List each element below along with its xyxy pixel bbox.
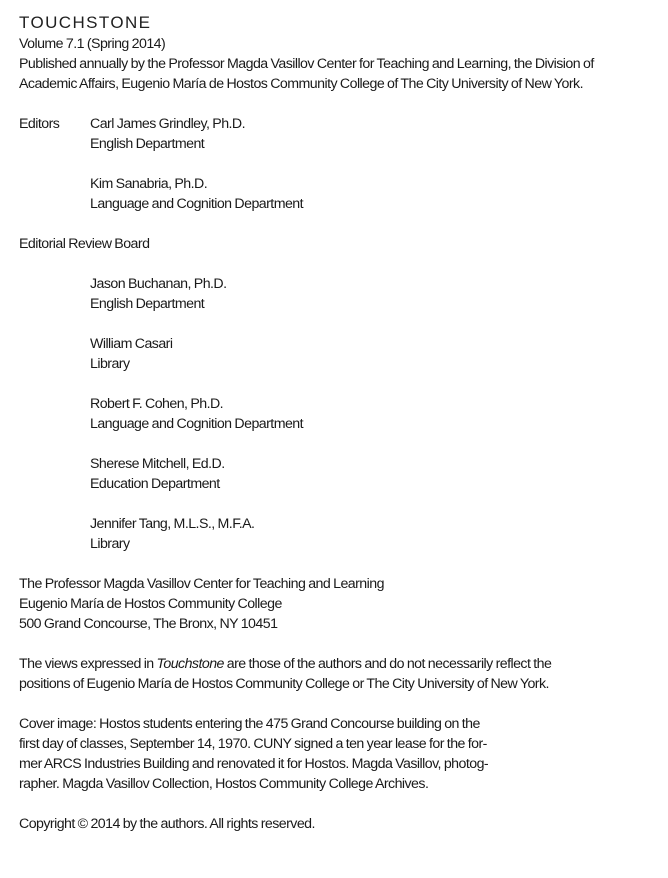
publisher-line: Academic Affairs, Eugenio María de Hostos Community College of The City University of New York. — [19, 76, 583, 92]
board-member-entry — [90, 274, 659, 314]
person-name: Kim Sanabria, Ph.D. — [90, 176, 208, 192]
credits-page — [19, 12, 659, 834]
disclaimer — [19, 654, 659, 694]
cover-credit-line: Cover image: Hostos students entering the 475 Grand Concourse building on the — [19, 716, 480, 732]
review-board-section — [19, 234, 659, 554]
editor-entry — [90, 174, 303, 214]
person-department: Education Department — [90, 476, 220, 492]
masthead — [19, 12, 659, 94]
board-member-entry — [90, 454, 659, 494]
person-name: Robert F. Cohen, Ph.D. — [90, 396, 224, 412]
cover-credit-line: mer ARCS Industries Building and renovated it for Hostos. Magda Vasillov, photog- — [19, 756, 489, 772]
copyright-notice — [19, 814, 659, 834]
person-name: Sherese Mitchell, Ed.D. — [90, 456, 225, 472]
disclaimer-line: positions of Eugenio María de Hostos Community College or The City University of New York. — [19, 676, 549, 692]
volume-info: Volume 7.1 (Spring 2014) — [19, 36, 166, 52]
review-board-list — [19, 274, 659, 554]
board-member-entry — [90, 334, 659, 374]
person-name: Jason Buchanan, Ph.D. — [90, 276, 227, 292]
editor-entry — [90, 114, 303, 154]
person-department: English Department — [90, 136, 205, 152]
journal-name: TOUCHSTONE — [19, 13, 152, 32]
person-department: Library — [90, 536, 130, 552]
journal-title-italic: Touchstone — [156, 656, 224, 672]
person-name: Jennifer Tang, M.L.S., M.F.A. — [90, 516, 255, 532]
person-name: William Casari — [90, 336, 173, 352]
person-department: Language and Cognition Department — [90, 416, 304, 432]
board-member-entry — [90, 514, 659, 554]
disclaimer-line — [19, 654, 659, 674]
disclaimer-prefix: The views expressed in — [19, 656, 157, 672]
address-line: The Professor Magda Vasillov Center for Teaching and Learning — [19, 576, 384, 592]
copyright-line: Copyright © 2014 by the authors. All rights reserved. — [19, 816, 315, 832]
person-name: Carl James Grindley, Ph.D. — [90, 116, 246, 132]
editors-list — [90, 114, 303, 214]
person-department: Language and Cognition Department — [90, 196, 304, 212]
publisher-line: Published annually by the Professor Magda Vasillov Center for Teaching and Learning, the Division of — [19, 56, 594, 72]
person-department: Library — [90, 356, 130, 372]
cover-credit-line: rapher. Magda Vasillov Collection, Hostos Community College Archives. — [19, 776, 429, 792]
editors-section — [19, 114, 659, 214]
cover-image-credit — [19, 714, 659, 794]
disclaimer-suffix: are those of the authors and do not necessarily reflect the — [223, 656, 552, 672]
editors-label: Editors — [19, 116, 60, 132]
address-line: Eugenio María de Hostos Community College — [19, 596, 282, 612]
person-department: English Department — [90, 296, 205, 312]
address-line: 500 Grand Concourse, The Bronx, NY 10451 — [19, 616, 278, 632]
cover-credit-line: first day of classes, September 14, 1970. CUNY signed a ten year lease for the for- — [19, 736, 487, 752]
review-board-label: Editorial Review Board — [19, 236, 150, 252]
address-block — [19, 574, 659, 634]
board-member-entry — [90, 394, 659, 434]
